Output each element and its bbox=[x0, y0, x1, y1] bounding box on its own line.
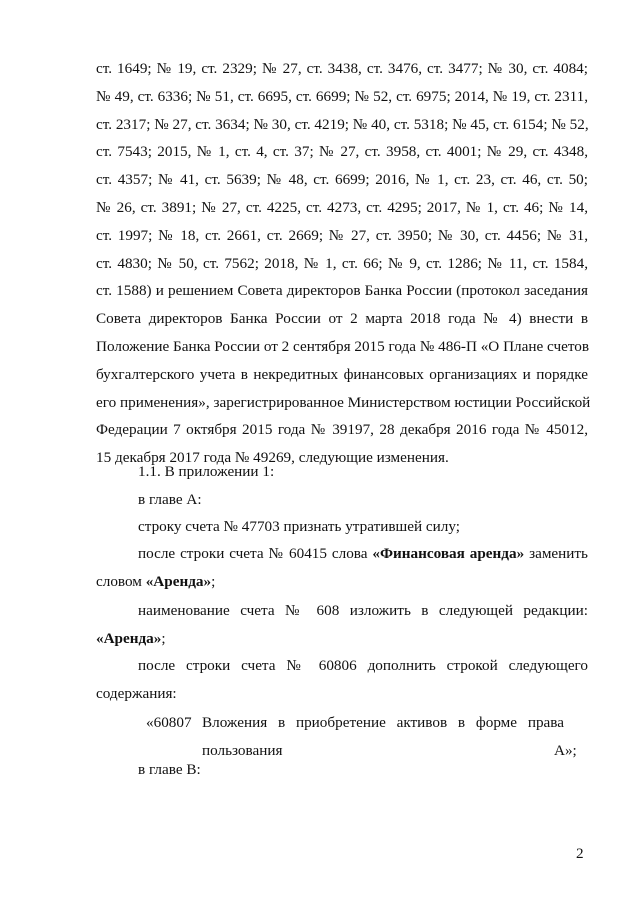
line-60806-block bbox=[96, 652, 588, 708]
entry-account-name-cont: пользования bbox=[202, 741, 283, 759]
text-line: № 26, ст. 3891; № 27, ст. 4225, ст. 4273, ст. 4295; 2017, № 1, ст. 46; № 14, bbox=[96, 198, 588, 216]
line-608-cont bbox=[96, 625, 588, 653]
bold-term-finance-lease: «Финансовая аренда» bbox=[372, 545, 525, 562]
text-line: ст. 1649; № 19, ст. 2329; № 27, ст. 3438, ст. 3476, ст. 3477; № 30, ст. 4084; bbox=[96, 60, 588, 77]
text-line: Совета директоров Банка России от 2 марта 2018 года № 4) внести в bbox=[96, 310, 588, 328]
section-1-1 bbox=[96, 458, 588, 486]
text-line: его применения», зарегистрированное Министерством юстиции Российской bbox=[96, 393, 591, 411]
line-608-block bbox=[96, 597, 588, 653]
chapter-a-label: в главе А: bbox=[138, 491, 202, 508]
line-60415-block bbox=[96, 540, 588, 596]
line-60415-cont-punct: ; bbox=[211, 572, 216, 590]
entry-account-name: Вложения в приобретение активов в форме права bbox=[202, 714, 564, 731]
line-60415-cont bbox=[96, 568, 588, 596]
text-line: ст. 1997; № 18, ст. 2661, ст. 2669; № 27, ст. 3950; № 30, ст. 4456; № 31, bbox=[96, 226, 588, 244]
line-608: наименование счета № 608 изложить в следующей редакции: bbox=[138, 602, 588, 619]
chapter-a-block bbox=[96, 486, 588, 514]
text-line: ст. 4357; № 41, ст. 5639; № 48, ст. 6699; 2016, № 1, ст. 23, ст. 46, ст. 50; bbox=[96, 171, 588, 189]
line-60415-text: после строки счета № 60415 слова bbox=[138, 545, 373, 562]
entry-account-number: «60807 bbox=[146, 714, 192, 731]
text-line: 15 декабря 2017 года № 49269, следующие изменения. bbox=[96, 449, 449, 467]
text-line: Федерации 7 октября 2015 года № 39197, 28 декабря 2016 года № 45012, bbox=[96, 421, 588, 439]
line-60806-cont: содержания: bbox=[96, 684, 177, 702]
line-47703-block bbox=[96, 513, 588, 541]
line-60806: после строки счета № 60806 дополнить строкой следующего bbox=[138, 657, 588, 674]
line-608-punct: ; bbox=[161, 629, 166, 647]
text-line: бухгалтерского учета в некредитных финансовых организациях и порядке bbox=[96, 365, 588, 383]
text-line: ст. 2317; № 27, ст. 3634; № 30, ст. 4219; № 40, ст. 5318; № 45, ст. 6154; № 52, bbox=[96, 115, 589, 133]
bold-term-lease: «Аренда» bbox=[145, 572, 212, 590]
paragraph-main bbox=[96, 55, 591, 472]
text-line: № 49, ст. 6336; № 51, ст. 6695, ст. 6699; № 52, ст. 6975; 2014, № 19, ст. 2311, bbox=[96, 87, 588, 105]
line-60415-cont-text: словом bbox=[96, 572, 146, 590]
entry-account-code: А»; bbox=[554, 741, 577, 759]
chapter-v-label: в главе В: bbox=[138, 761, 201, 778]
text-line: Положение Банка России от 2 сентября 2015 года № 486-П «О Плане счетов bbox=[96, 337, 590, 355]
item-1-1-heading: 1.1. В приложении 1: bbox=[138, 463, 275, 480]
chapter-v-block bbox=[96, 756, 588, 784]
bold-term-lease-608: «Аренда» bbox=[96, 629, 162, 647]
text-line: ст. 1588) и решением Совета директоров Банка России (протокол заседания bbox=[96, 282, 588, 300]
text-line: ст. 7543; 2015, № 1, ст. 4, ст. 37; № 27, ст. 3958, ст. 4001; № 29, ст. 4348, bbox=[96, 143, 588, 161]
entry-row-1 bbox=[140, 709, 580, 737]
text-line: ст. 4830; № 50, ст. 7562; 2018, № 1, ст. 66; № 9, ст. 1286; № 11, ст. 1584, bbox=[96, 254, 588, 272]
line-47703: строку счета № 47703 признать утратившей силу; bbox=[138, 518, 460, 535]
page-number: 2 bbox=[576, 845, 584, 862]
line-60415-tail: заменить bbox=[524, 545, 588, 562]
line-60415 bbox=[96, 540, 588, 568]
